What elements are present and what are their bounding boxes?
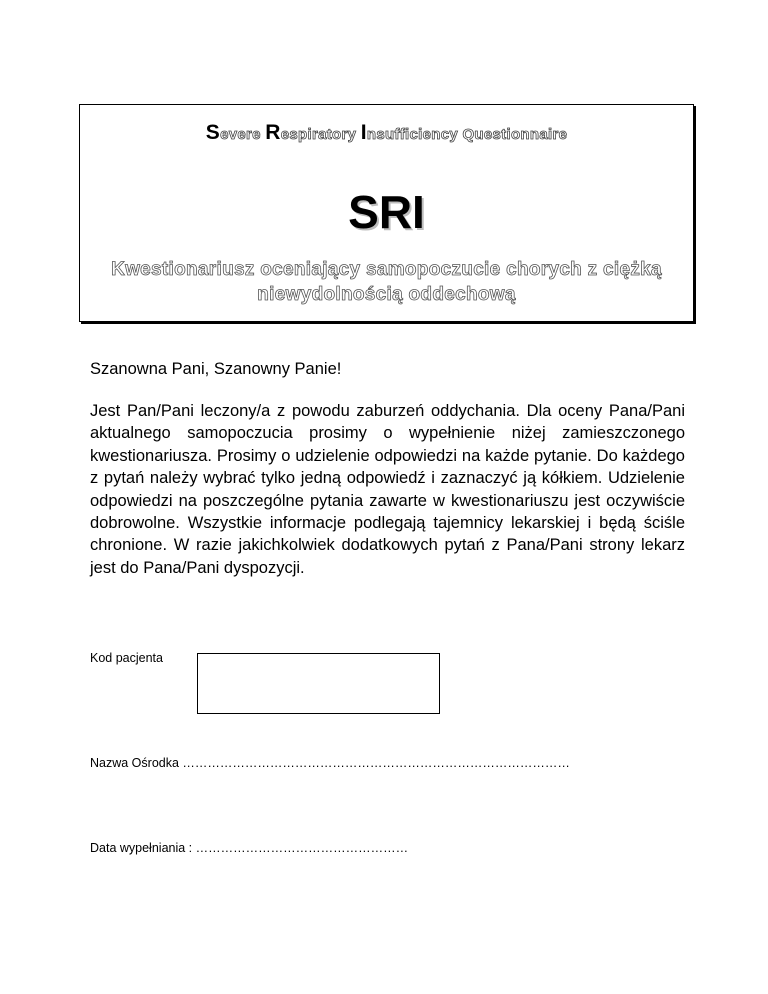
- center-name-dots: …………………………………………………………………………………: [182, 756, 570, 770]
- title-initial-r: R: [265, 121, 281, 144]
- title-word-respiratory: espiratory: [280, 126, 361, 143]
- letter-body: Jest Pan/Pani leczony/a z powodu zaburzeń oddychania. Dla oceny Pana/Pani aktualnego samopoczucia prosimy o wypełnienie niżej zamieszczonego kwestionariusza. Prosimy o udzielenie odpowiedzi na każde pytanie. Do każdego z pytań należy wybrać tylko jedną odpowiedź i zaznaczyć ją kółkiem. Udzielenie odpowiedzi na poszczególne pytania zawarte w kwestionariuszu jest oczywiście dobrowolne. Wszystkie informacje podlegają tajemnicy lekarskiej i będą ściśle chronione. W razie jakichkolwiek dodatkowych pytań z Pana/Pani strony lekarz jest do Pana/Pani dyspozycji.: [90, 402, 685, 577]
- letter-greeting: Szanowna Pani, Szanowny Panie!: [90, 360, 342, 378]
- header-box: [79, 104, 694, 322]
- title-initial-i: I: [360, 121, 367, 144]
- title-word-insufficiency: nsufficiency Questionnaire: [366, 126, 568, 143]
- subtitle-line-2: niewydolnością oddechową: [257, 284, 516, 305]
- questionnaire-acronym: SRI: [348, 186, 425, 238]
- fill-date-label: Data wypełniania :: [90, 841, 193, 855]
- fill-date-field[interactable]: [90, 841, 408, 855]
- center-name-field[interactable]: [90, 756, 570, 770]
- title-initial-s: S: [205, 121, 221, 144]
- questionnaire-title-en: [80, 121, 693, 145]
- title-word-severe: evere: [220, 126, 266, 143]
- questionnaire-subtitle-pl: [86, 257, 687, 307]
- patient-code-label: Kod pacjenta: [90, 651, 163, 665]
- center-name-label: Nazwa Ośrodka: [90, 756, 179, 770]
- patient-code-field[interactable]: [197, 653, 440, 714]
- fill-date-dots: ……………………………………………: [195, 841, 409, 855]
- subtitle-line-1: Kwestionariusz oceniający samopoczucie chorych z ciężką: [111, 259, 662, 280]
